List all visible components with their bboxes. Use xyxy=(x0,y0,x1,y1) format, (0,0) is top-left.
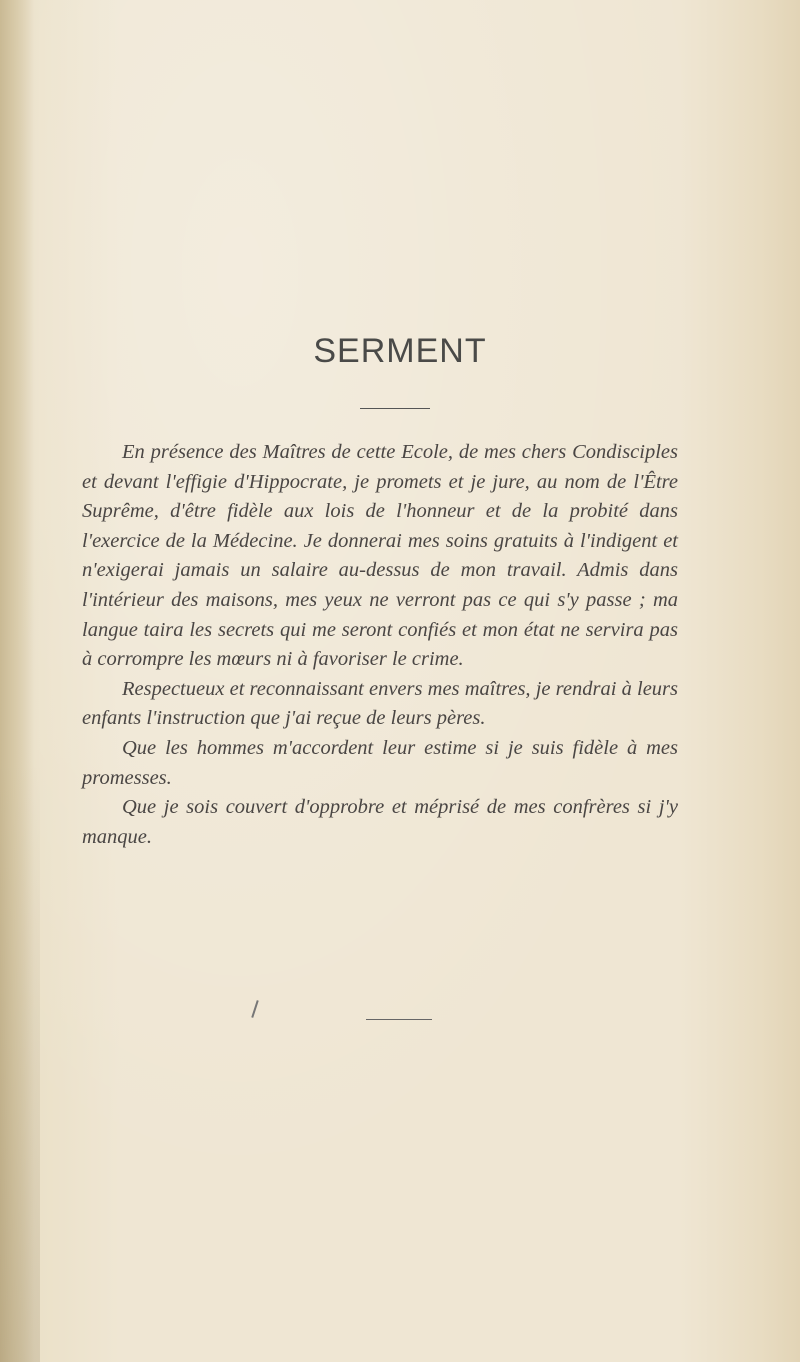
page-title: SERMENT xyxy=(313,332,487,370)
pen-mark xyxy=(251,1000,258,1018)
oath-paragraph-3: Que les hommes m'accordent leur estime si je suis fidèle à mes promesses. xyxy=(82,736,678,789)
oath-paragraph-2: Respectueux et reconnaissant envers mes maîtres, je rendrai à leurs enfants l'instruction que j'ai reçue de leurs pères. xyxy=(82,677,678,730)
title-divider xyxy=(360,408,430,409)
page-stain xyxy=(0,760,40,1362)
closing-divider xyxy=(366,1019,432,1020)
oath-paragraph-1: En présence des Maîtres de cette Ecole, de mes chers Condisciples et devant l'effigie d'Hippocrate, je promets et je jure, au nom de l'Être Suprême, d'être fidèle aux lois de l'honneur et de la probité dans l'exercice de la Médecine. Je donnerai mes soins gratuits à l'indigent et n'exigerai jamais un salaire au-dessus de mon travail. Admis dans l'intérieur des maisons, mes yeux ne verront pas ce qui s'y passe ; ma langue taira les secrets qui me seront confiés et mon état ne servira pas à corrompre les mœurs ni à favoriser le crime. xyxy=(82,441,678,671)
oath-text xyxy=(82,438,678,852)
oath-paragraph-4: Que je sois couvert d'opprobre et méprisé de mes confrères si j'y manque. xyxy=(82,796,678,848)
